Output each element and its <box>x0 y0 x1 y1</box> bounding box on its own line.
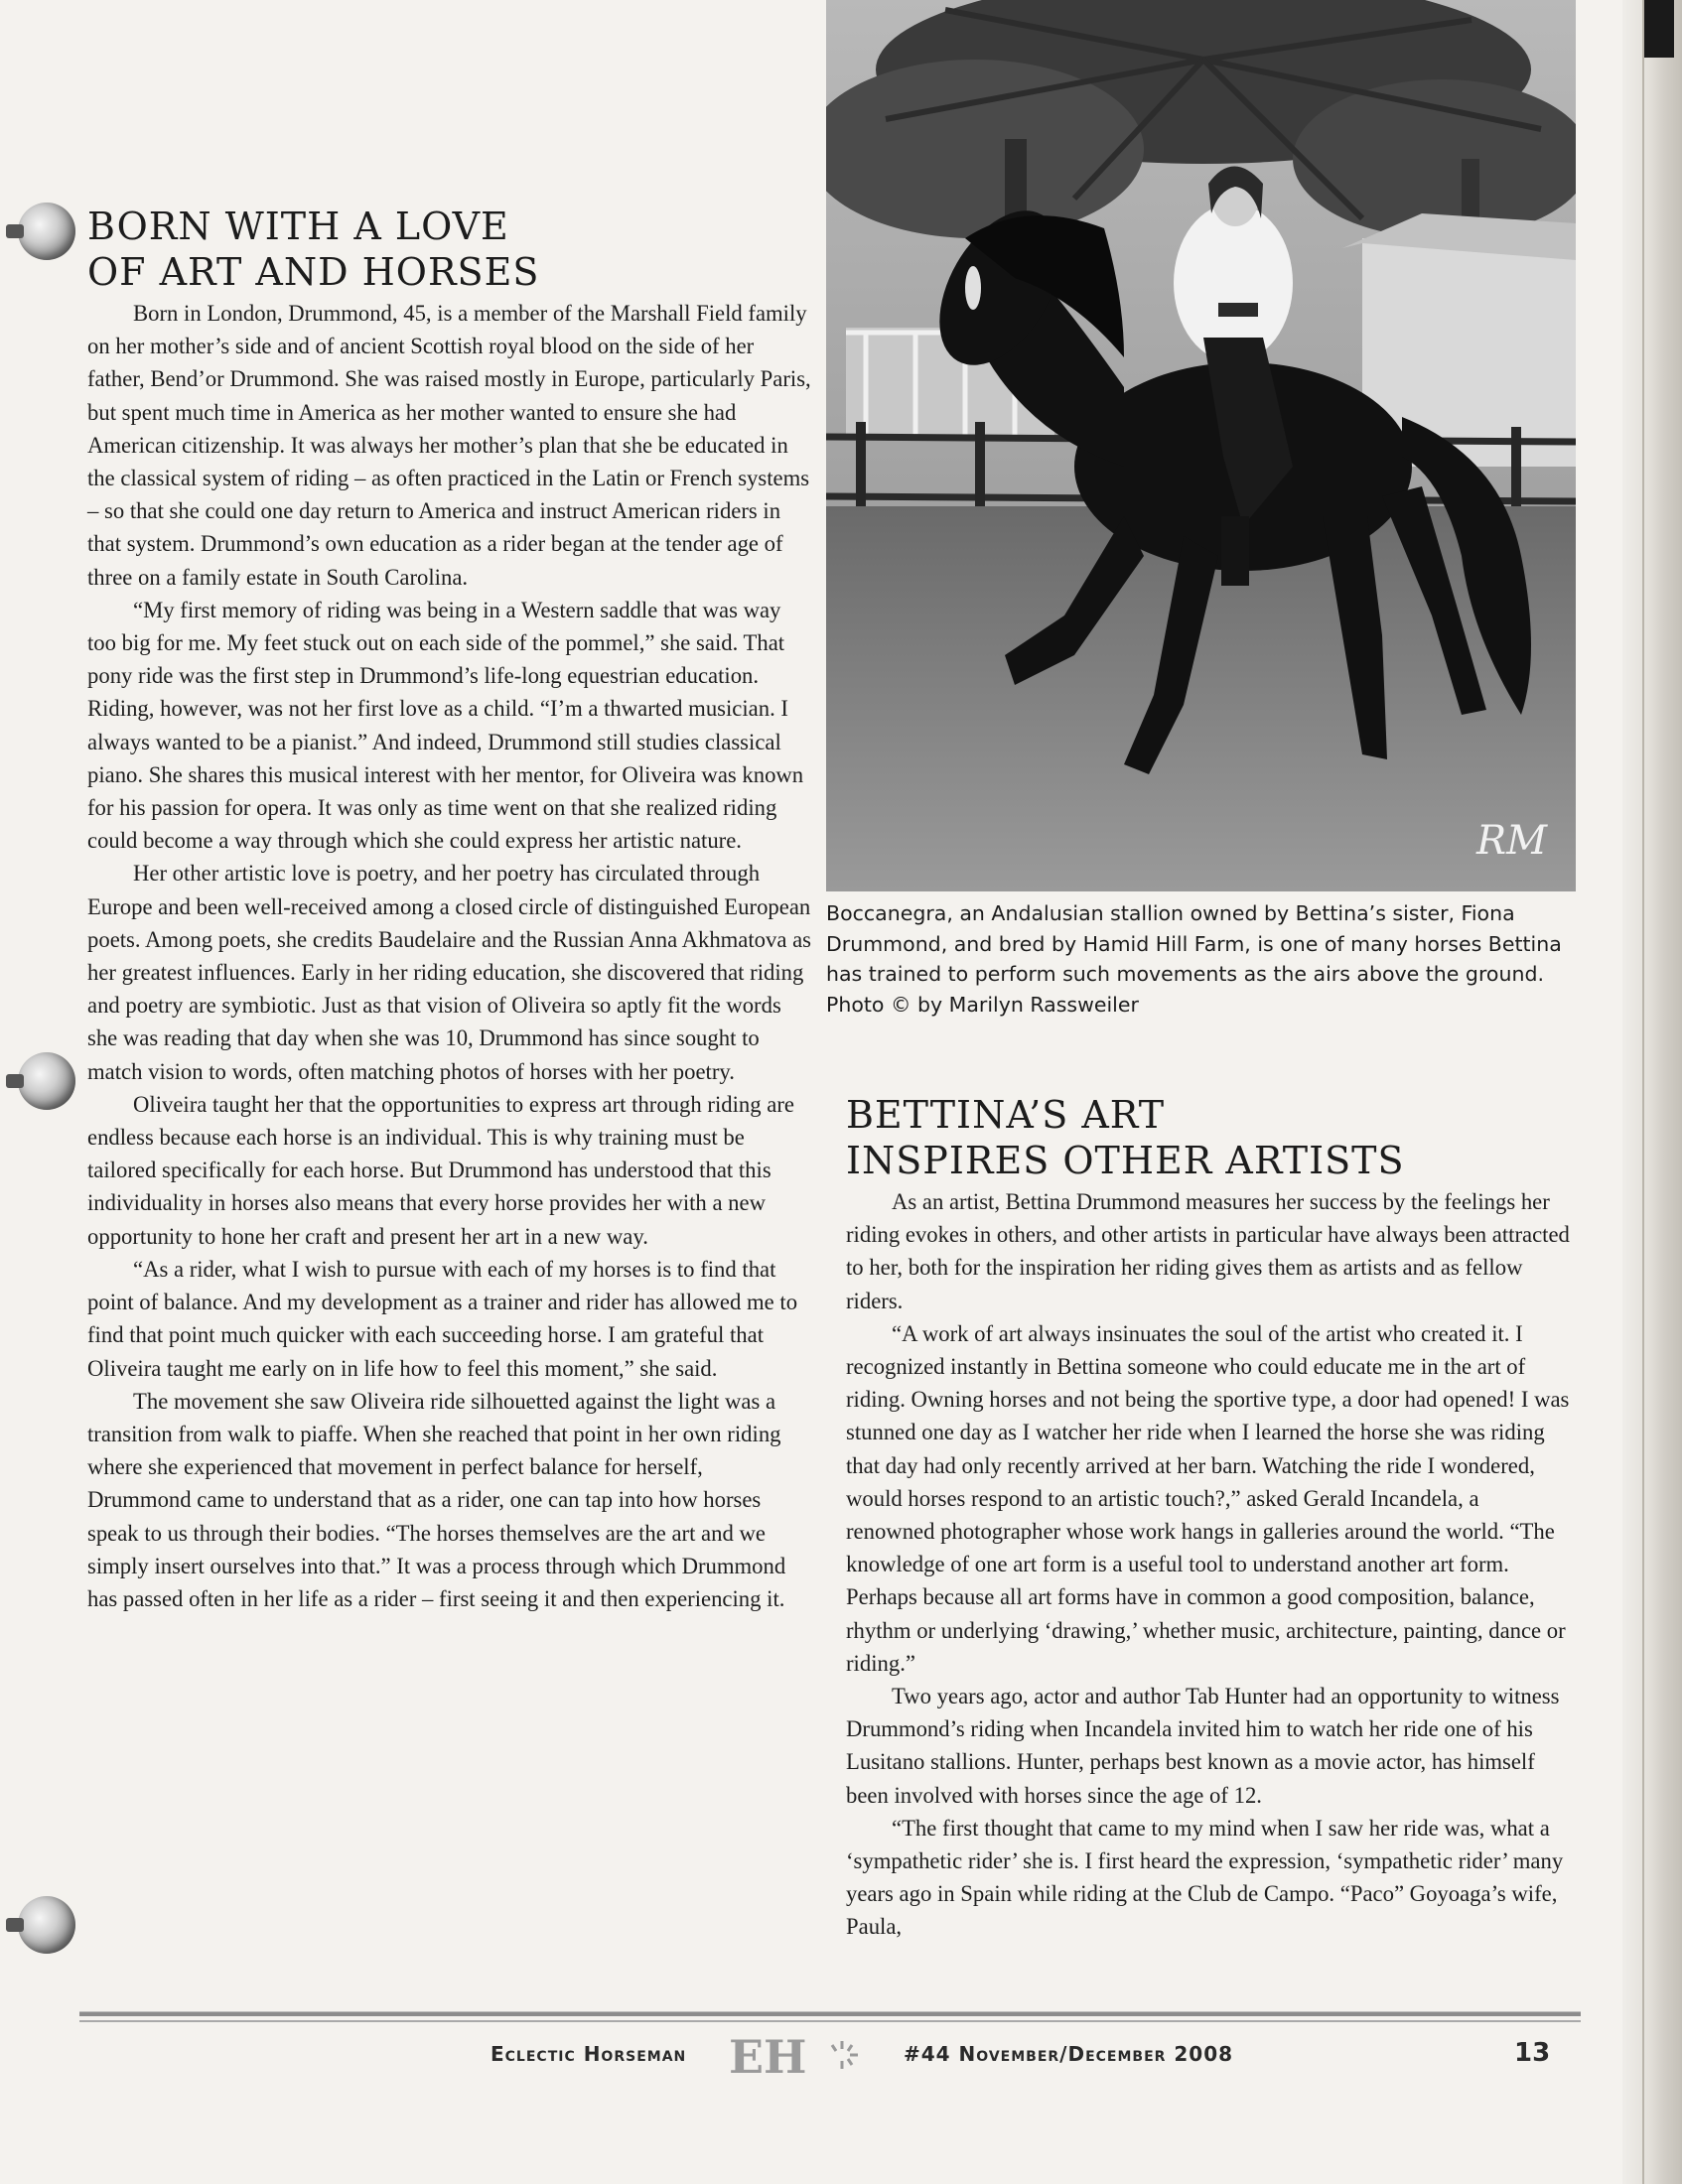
footer-rule-thin <box>79 2020 1581 2022</box>
section1-heading-line1: BORN WITH A LOVE <box>87 205 509 248</box>
section2-heading-line2: INSPIRES OTHER ARTISTS <box>846 1139 1405 1182</box>
section1-paragraph-2: “My first memory of riding was being in a Western saddle that was way too big for me. My feet stuck out on each side of the pommel,” she said. That pony ride was the first step in Drummond’s life-long equestrian education. Riding, however, was not her first love as a child. “I’m a thwarted musician. I always wanted to be a pianist.” And indeed, Drummond still studies classical piano. She shares this musical interest with her mentor, for Oliveira was known for his passion for opera. It was only as time went on that she realized riding could become a way through which she could express her artistic nature. <box>87 597 804 854</box>
footer-rule <box>79 2011 1581 2016</box>
svg-text:EH: EH <box>729 2031 807 2079</box>
photo-caption: Boccanegra, an Andalusian stallion owned by Bettina’s sister, Fiona Drummond, and bred by Hamid Hill Farm, is one of many horses Bettina has trained to perform such movements as the airs above the ground. Photo © by Marilyn Rassweiler <box>826 901 1562 1017</box>
section1-paragraph-4: Oliveira taught her that the opportunities to express art through riding are endless because each horse is an individual. This is why training must be tailored specifically for each horse. But Drummond has understood that this individuality in horses also means that every horse provides her with a new opportunity to hone her craft and present her art in a new way. <box>87 1091 794 1249</box>
section2-heading <box>846 1092 1571 1183</box>
section1-heading <box>87 204 812 295</box>
eh-logo-icon <box>725 2031 874 2079</box>
right-column <box>846 1092 1571 1944</box>
section2-paragraph-3: Two years ago, actor and author Tab Hunter had an opportunity to witness Drummond’s riding when Incandela invited him to watch her ride one of his Lusitano stallions. Hunter, perhaps best known as a movie actor, has himself been involved with horses since the age of 12. <box>846 1684 1560 1808</box>
section1-paragraph-1: Born in London, Drummond, 45, is a member of the Marshall Field family on her mother’s side and of ancient Scottish royal blood on the side of her father, Bend’or Drummond. She was raised mostly in Europe, particularly Paris, but spent much time in America as her mother wanted to ensure she had American citizenship. It was always her mother’s plan that she be educated in the classical system of riding – as often practiced in the Latin or French systems – so that she could one day return to America and instruct American riders in that system. Drummond’s own education as a rider began at the tender age of three on a family estate in South Carolina. <box>87 301 811 590</box>
footer-issue: #44 November/December 2008 <box>904 2042 1234 2066</box>
binder-hole-top <box>18 203 75 260</box>
page-edge <box>1622 0 1682 2184</box>
left-column <box>87 204 812 1615</box>
section2-paragraph-2: “A work of art always insinuates the soul of the artist who created it. I recognized instantly in Bettina someone who could educate me in the art of riding. Owning horses and not being the sportive type, a door had opened! I was stunned one day as I watcher her ride when I learned the horse she was riding that day had only recently arrived at her barn. Watching the ride I wondered, would horses respond to an artistic touch?,” asked Gerald Incandela, a renowned photographer whose work hangs in galleries around the world. “The knowledge of one art form is a useful tool to understand another art form. Perhaps because all art forms have in common a good composition, balance, rhythm or underlying ‘drawing,’ whether music, architecture, painting, dance or riding.” <box>846 1320 1570 1676</box>
magazine-logo <box>725 2031 874 2079</box>
horse-photo-illustration <box>826 0 1576 891</box>
binder-hole-bottom <box>18 1896 75 1954</box>
page-edge-line <box>1642 0 1644 2184</box>
page-number: 13 <box>1514 2038 1551 2068</box>
section2-paragraph-1: As an artist, Bettina Drummond measures her success by the feelings her riding evokes in others, and other artists in particular have always been attracted to her, both for the inspiration her riding gives them as artists and as fellow riders. <box>846 1189 1570 1313</box>
section1-paragraph-5: “As a rider, what I wish to pursue with each of my horses is to find that point of balance. And my development as a trainer and rider has allowed me to find that point much quicker with each succeeding horse. I am grateful that Oliveira taught me early on in life how to feel this moment,” she said. <box>87 1256 798 1381</box>
horse-photo <box>826 0 1576 891</box>
section1-paragraph-3: Her other artistic love is poetry, and her poetry has circulated through Europe and been well-received among a closed circle of distinguished European poets. Among poets, she credits Baudelaire and the Russian Anna Akhmatova as her greatest influences. Early in her riding education, she discovered that riding and poetry are symbiotic. Just as that vision of Oliveira so aptly fit the words she was reading that day when she was 10, Drummond has since sought to match vision to words, often matching photos of horses with her poetry. <box>87 861 812 1084</box>
corner-mark <box>1644 0 1674 58</box>
photo-signature: RM <box>1476 818 1548 864</box>
section1-heading-line2: OF ART AND HORSES <box>87 250 540 294</box>
footer-magazine-name: Eclectic Horseman <box>491 2042 687 2066</box>
binder-hole-middle <box>18 1052 75 1110</box>
section1-paragraph-6: The movement she saw Oliveira ride silhouetted against the light was a transition from walk to piaffe. When she reached that point in her own riding where she experienced that movement in perfect balance for herself, Drummond came to understand that as a rider, one can tap into how horses speak to us through their bodies. “The horses themselves are the art and we simply insert ourselves into that.” It was a process through which Drummond has passed often in her life as a rider – first seeing it and then experiencing it. <box>87 1388 786 1611</box>
section2-paragraph-4: “The first thought that came to my mind when I saw her ride was, what a ‘sympathetic rider’ she is. I first heard the expression, ‘sympathetic rider’ many years ago in Spain while riding at the Club de Campo. “Paco” Goyoaga’s wife, Paula, <box>846 1815 1564 1940</box>
section2-heading-line1: BETTINA’S ART <box>846 1093 1166 1137</box>
